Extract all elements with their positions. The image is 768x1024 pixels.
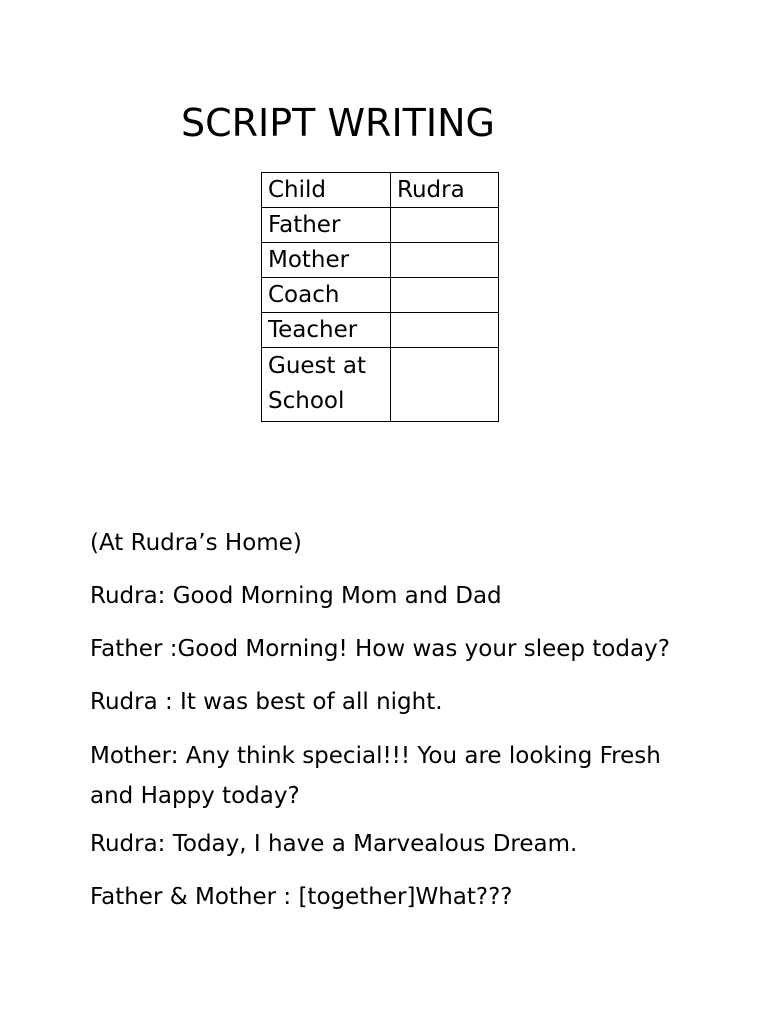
actor-cell — [391, 243, 499, 278]
actor-cell — [391, 313, 499, 348]
role-cell: Coach — [262, 278, 391, 313]
role-cell: Father — [262, 208, 391, 243]
dialogue-line: Father :Good Morning! How was your sleep today? — [90, 636, 670, 662]
dialogue-line: Rudra: Today, I have a Marvealous Dream. — [90, 831, 578, 857]
role-cell: Teacher — [262, 313, 391, 348]
table-row — [262, 243, 499, 278]
role-cell: Guest at School — [262, 348, 391, 422]
actor-cell — [391, 278, 499, 313]
actor-cell: Rudra — [391, 173, 499, 208]
role-cell: Mother — [262, 243, 391, 278]
table-row — [262, 208, 499, 243]
scene-heading: (At Rudra’s Home) — [90, 530, 302, 556]
dialogue-line: Rudra: Good Morning Mom and Dad — [90, 583, 502, 609]
cast-table — [261, 172, 499, 422]
actor-cell — [391, 208, 499, 243]
table-row — [262, 348, 499, 422]
table-row — [262, 313, 499, 348]
table-row — [262, 173, 499, 208]
dialogue-line: Mother: Any think special!!! You are looking Fresh and Happy today? — [90, 743, 661, 809]
dialogue-line: Rudra : It was best of all night. — [90, 689, 443, 715]
page-title: SCRIPT WRITING — [181, 101, 495, 145]
role-cell: Child — [262, 173, 391, 208]
script-body — [90, 528, 710, 935]
dialogue-line: Father & Mother : [together]What??? — [90, 884, 513, 910]
actor-cell — [391, 348, 499, 422]
table-row — [262, 278, 499, 313]
